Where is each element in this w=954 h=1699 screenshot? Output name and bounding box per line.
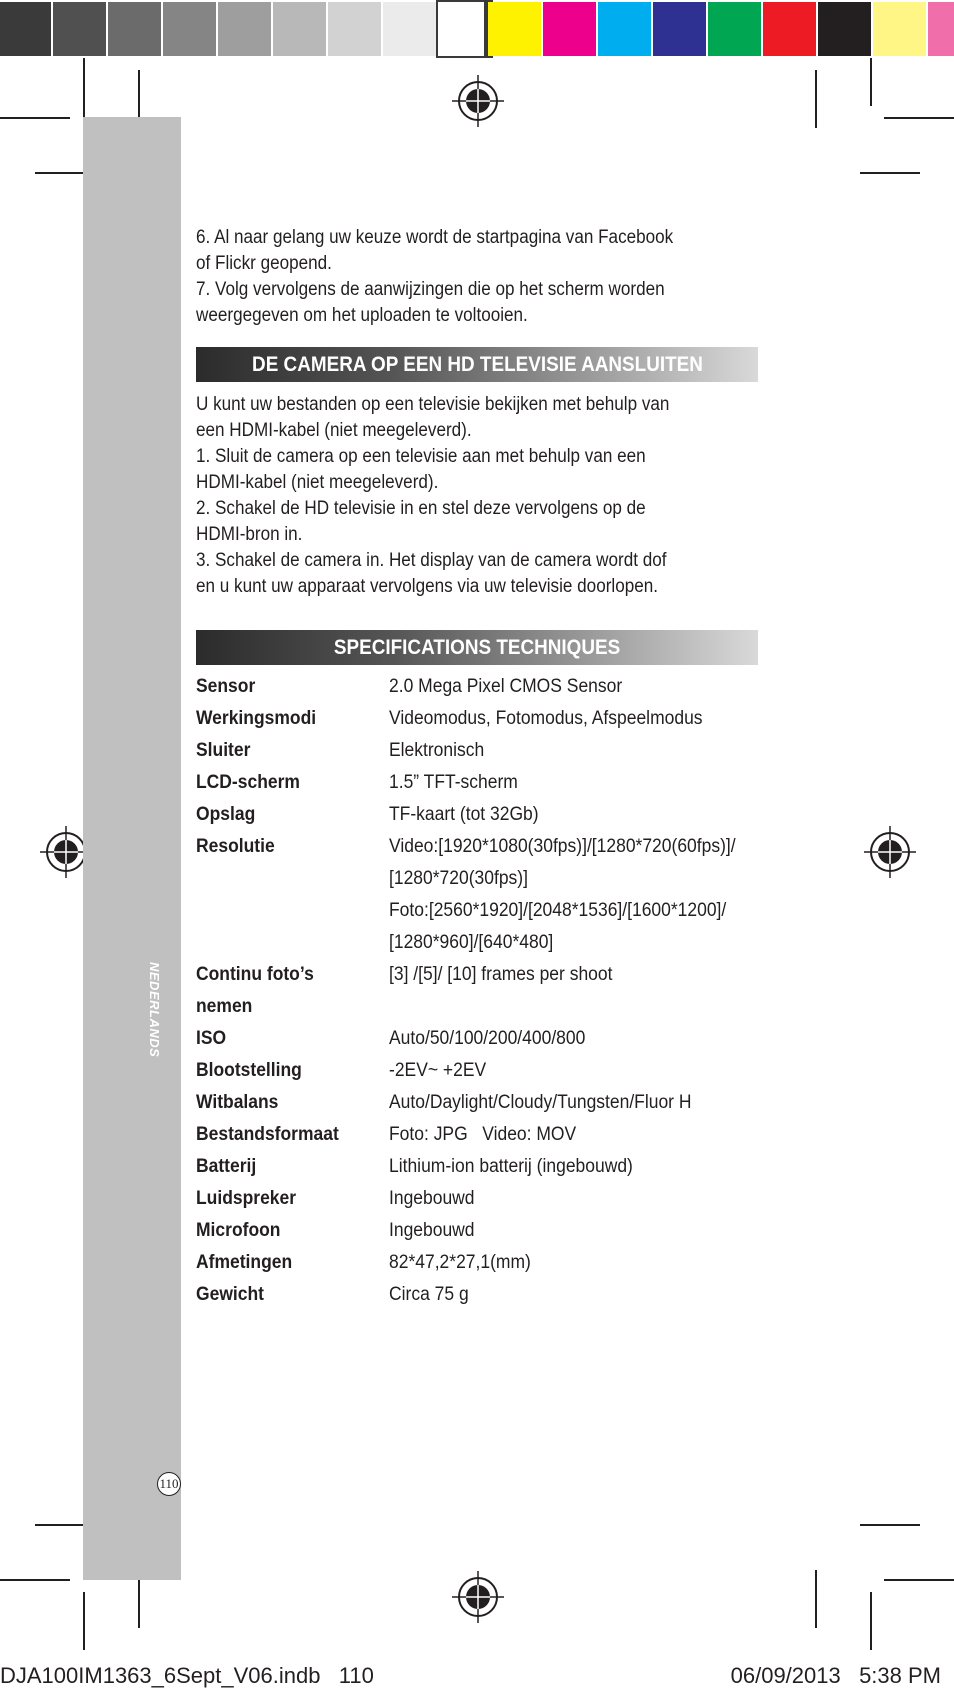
footer-date: 06/09/2013 5:38 PM — [730, 1663, 941, 1688]
spec-value-text: Circa 75 g — [389, 1284, 469, 1305]
spec-value — [389, 671, 758, 703]
color-swatch — [488, 2, 541, 56]
spec-label-text: LCD-scherm — [196, 772, 300, 793]
spec-label-text: Sensor — [196, 676, 256, 697]
spec-value-text: Auto/50/100/200/400/800 — [389, 1028, 586, 1049]
specs-table — [196, 671, 758, 1311]
spec-value-text: [1280*720(30fps)] — [389, 868, 528, 889]
hd-tv-paragraph — [196, 392, 758, 600]
spec-label — [196, 1183, 389, 1215]
crop-mark — [870, 1592, 872, 1650]
spec-row — [196, 671, 758, 703]
page-number: 110 — [157, 1472, 181, 1496]
color-swatch — [818, 2, 871, 56]
spec-value — [389, 1023, 758, 1055]
text-line: 3. Schakel de camera in. Het display van de camera wordt dof — [196, 550, 667, 571]
spec-value — [389, 1247, 758, 1279]
gray-swatch — [53, 2, 106, 56]
spec-value-text: -2EV~ +2EV — [389, 1060, 487, 1081]
text-line: of Flickr geopend. — [196, 253, 332, 274]
spec-row — [196, 735, 758, 767]
spec-label — [196, 1247, 389, 1279]
color-swatch — [708, 2, 761, 56]
spec-value — [389, 1055, 758, 1087]
spec-row — [196, 799, 758, 831]
crop-mark — [83, 58, 85, 120]
spec-row — [196, 1055, 758, 1087]
spec-value — [389, 959, 758, 1023]
spec-value-text: Foto: JPG Video: MOV — [389, 1124, 577, 1145]
spec-value-text: Videomodus, Fotomodus, Afspeelmodus — [389, 708, 703, 729]
spec-label-text: Microfoon — [196, 1220, 281, 1241]
color-bar-frame — [484, 2, 488, 56]
crop-mark — [860, 172, 920, 174]
spec-label-text: ISO — [196, 1028, 227, 1049]
crop-mark — [0, 1579, 70, 1581]
spec-label — [196, 735, 389, 767]
crop-mark — [815, 1570, 817, 1628]
spec-value — [389, 799, 758, 831]
spec-label-text: Witbalans — [196, 1092, 279, 1113]
spec-label — [196, 1055, 389, 1087]
side-band — [83, 117, 181, 1580]
spec-label-text: Continu foto’s — [196, 964, 314, 985]
spec-row — [196, 1279, 758, 1311]
section-title: SPECIFICATIONS TECHNIQUES — [333, 636, 621, 659]
spec-label — [196, 671, 389, 703]
text-line: HDMI-kabel (niet meegeleverd). — [196, 472, 439, 493]
color-swatch — [598, 2, 651, 56]
spec-value — [389, 1151, 758, 1183]
spec-label-text: Opslag — [196, 804, 256, 825]
spec-label — [196, 1151, 389, 1183]
gray-swatch — [0, 2, 51, 56]
spec-label-text: Batterij — [196, 1156, 257, 1177]
spec-label-text: Gewicht — [196, 1284, 264, 1305]
spec-value-text: [1280*960]/[640*480] — [389, 932, 554, 953]
spec-value — [389, 735, 758, 767]
section-header-hd-tv — [196, 347, 758, 382]
text-line: 1. Sluit de camera op een televisie aan met behulp van een — [196, 446, 646, 467]
text-line: en u kunt uw apparaat vervolgens via uw televisie doorlopen. — [196, 576, 658, 597]
spec-value — [389, 703, 758, 735]
text-line: 6. Al naar gelang uw keuze wordt de startpagina van Facebook — [196, 227, 674, 248]
crop-mark — [884, 117, 954, 119]
section-header-specs — [196, 630, 758, 665]
spec-row — [196, 1151, 758, 1183]
spec-label — [196, 831, 389, 959]
spec-value — [389, 767, 758, 799]
spec-label-text: Luidspreker — [196, 1188, 297, 1209]
spec-value — [389, 831, 766, 959]
spec-row — [196, 831, 758, 959]
intro-paragraph — [196, 225, 758, 329]
spec-row — [196, 767, 758, 799]
gray-swatch — [108, 2, 161, 56]
spec-value-text: Ingebouwd — [389, 1220, 475, 1241]
color-swatch — [653, 2, 706, 56]
content-column — [196, 225, 758, 1311]
spec-value-text: Elektronisch — [389, 740, 485, 761]
spec-value-text: [3] /[5]/ [10] frames per shoot — [389, 964, 613, 985]
spec-row — [196, 1023, 758, 1055]
spec-value — [389, 1183, 758, 1215]
text-line: 7. Volg vervolgens de aanwijzingen die op het scherm worden — [196, 279, 665, 300]
registration-mark-icon — [452, 75, 504, 127]
crop-mark — [0, 117, 70, 119]
text-line: 2. Schakel de HD televisie in en stel deze vervolgens op de — [196, 498, 646, 519]
color-swatch — [873, 2, 926, 56]
text-line: U kunt uw bestanden op een televisie bekijken met behulp van — [196, 394, 670, 415]
spec-label — [196, 703, 389, 735]
color-swatch — [928, 2, 954, 56]
spec-row — [196, 703, 758, 735]
spec-label — [196, 1119, 389, 1151]
spec-label-text: Bestandsformaat — [196, 1124, 339, 1145]
spec-value-text: Lithium-ion batterij (ingebouwd) — [389, 1156, 633, 1177]
spec-label-text: Werkingsmodi — [196, 708, 317, 729]
spec-label-text: Blootstelling — [196, 1060, 302, 1081]
spec-label-text: Afmetingen — [196, 1252, 293, 1273]
crop-mark — [870, 58, 872, 106]
spec-value — [389, 1279, 758, 1311]
spec-label — [196, 1023, 389, 1055]
section-title: DE CAMERA OP EEN HD TELEVISIE AANSLUITEN — [251, 353, 703, 376]
color-swatch — [543, 2, 596, 56]
gray-swatch — [383, 2, 436, 56]
spec-label-text: Resolutie — [196, 836, 275, 857]
spec-label — [196, 767, 389, 799]
spec-row — [196, 959, 758, 1023]
text-line: HDMI-bron in. — [196, 524, 303, 545]
language-label: NEDERLANDS — [147, 962, 162, 1058]
spec-row — [196, 1087, 758, 1119]
spec-value-text: Auto/Daylight/Cloudy/Tungsten/Fluor H — [389, 1092, 692, 1113]
spec-row — [196, 1215, 758, 1247]
spec-label — [196, 1279, 389, 1311]
spec-value-text: 2.0 Mega Pixel CMOS Sensor — [389, 676, 623, 697]
spec-row — [196, 1183, 758, 1215]
spec-label — [196, 959, 389, 1023]
spec-value-text: Ingebouwd — [389, 1188, 475, 1209]
color-swatch — [763, 2, 816, 56]
crop-mark — [860, 1524, 920, 1526]
spec-value — [389, 1119, 758, 1151]
spec-label-text: nemen — [196, 996, 253, 1017]
spec-value-text: 82*47,2*27,1(mm) — [389, 1252, 531, 1273]
spec-label — [196, 799, 389, 831]
spec-label-text: Sluiter — [196, 740, 251, 761]
spec-value — [389, 1087, 758, 1119]
spec-value-text: Foto:[2560*1920]/[2048*1536]/[1600*1200]/ — [389, 900, 727, 921]
color-calibration-bar — [0, 0, 954, 58]
spec-value — [389, 1215, 758, 1247]
text-line: een HDMI-kabel (niet meegeleverd). — [196, 420, 472, 441]
registration-mark-icon — [452, 1571, 504, 1623]
spec-label — [196, 1087, 389, 1119]
crop-mark — [815, 70, 817, 128]
gray-swatch — [218, 2, 271, 56]
spec-row — [196, 1119, 758, 1151]
text-line: weergegeven om het uploaden te voltooien. — [196, 305, 528, 326]
footer-file-name: DJA100IM1363_6Sept_V06.indb 110 — [0, 1663, 374, 1688]
spec-value-text: Video:[1920*1080(30fps)]/[1280*720(60fps)]/ — [389, 836, 736, 857]
spec-value-text: TF-kaart (tot 32Gb) — [389, 804, 539, 825]
spec-value-text: 1.5” TFT-scherm — [389, 772, 518, 793]
gray-swatch — [273, 2, 326, 56]
gray-swatch — [328, 2, 381, 56]
crop-mark — [884, 1579, 954, 1581]
gray-swatch — [163, 2, 216, 56]
crop-mark — [83, 1592, 85, 1650]
spec-row — [196, 1247, 758, 1279]
spec-label — [196, 1215, 389, 1247]
registration-mark-icon — [864, 826, 916, 878]
